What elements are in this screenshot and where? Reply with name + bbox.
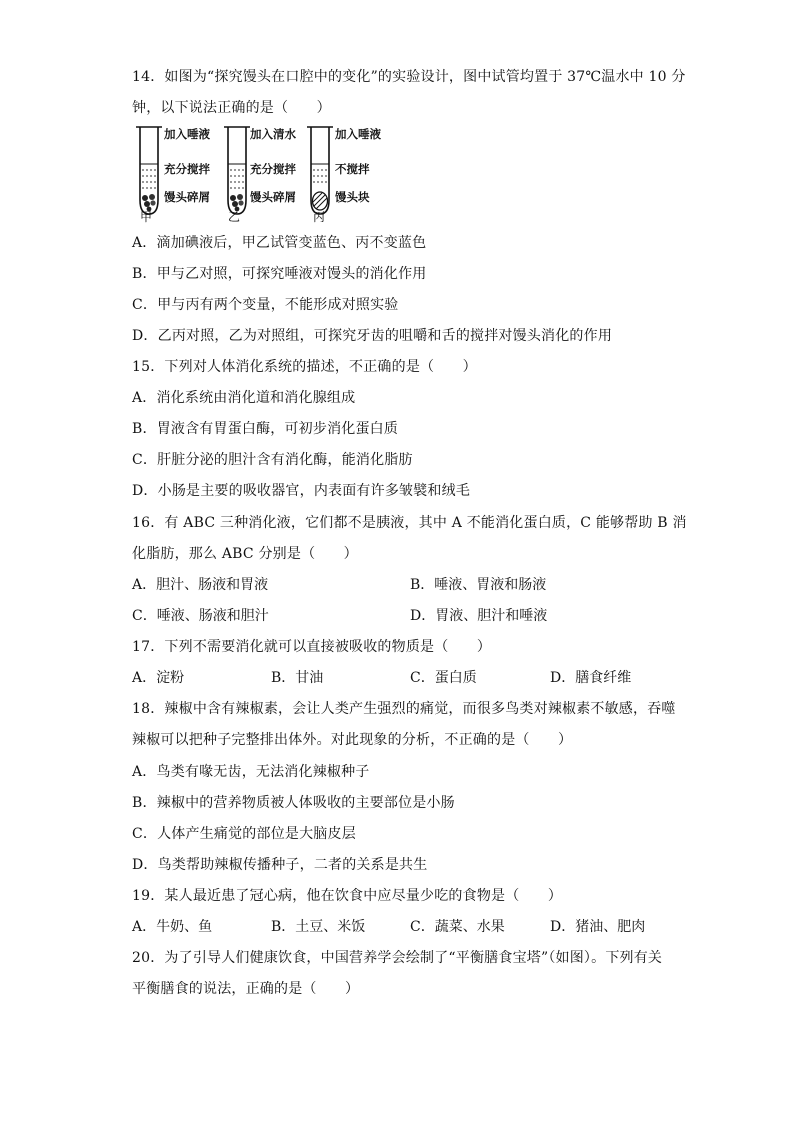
- q19-options-row: [132, 918, 672, 936]
- tube-bing-name: 丙: [313, 210, 326, 224]
- q17-option-d: D．膳食纤维: [550, 670, 632, 686]
- q19-option-a: A．牛奶、鱼: [132, 919, 213, 935]
- q18-option-c: C．人体产生痛觉的部位是大脑皮层: [132, 826, 356, 842]
- test-tube-figure: [132, 124, 402, 226]
- q16-option-d: D．胃液、胆汁和唾液: [410, 608, 548, 624]
- q19-stem: 19．某人最近患了冠心病，他在饮食中应尽量少吃的食物是（ ）: [132, 888, 563, 904]
- q14-stem-line2: 钟，以下说法正确的是（ ）: [132, 100, 331, 116]
- q15-option-d: D．小肠是主要的吸收器官，内表面有许多皱襞和绒毛: [132, 483, 471, 499]
- q17-option-b: B．甘油: [271, 670, 324, 686]
- q17-stem: 17．下列不需要消化就可以直接被吸收的物质是（ ）: [132, 639, 492, 655]
- q17-option-a: A．淀粉: [132, 670, 185, 686]
- q15-option-c: C．肝脏分泌的胆汁含有消化酶，能消化脂肪: [132, 452, 413, 468]
- tube-jia-drawing: [136, 127, 162, 214]
- tube-yi-label-3: 馒头碎屑: [250, 190, 296, 204]
- q19-option-d: D．猪油、肥肉: [550, 919, 646, 935]
- tube-bing-label-2: 不搅拌: [335, 162, 370, 176]
- tube-bing-label-1: 加入唾液: [335, 127, 381, 141]
- q14-option-d: D．乙丙对照，乙为对照组，可探究牙齿的咀嚼和舌的搅拌对馒头消化的作用: [132, 328, 613, 344]
- tube-yi-drawing: [224, 127, 250, 214]
- q16-option-b: B．唾液、胃液和肠液: [410, 577, 547, 593]
- q18-option-a: A．鸟类有喙无齿，无法消化辣椒种子: [132, 764, 370, 780]
- q14-stem-line1: 14．如图为“探究馒头在口腔中的变化”的实验设计，图中试管均置于 37℃温水中 10 分: [132, 69, 686, 85]
- q15-option-a: A．消化系统由消化道和消化腺组成: [132, 390, 356, 406]
- tube-jia-label-2: 充分搅拌: [164, 162, 210, 176]
- tube-yi-label-2: 充分搅拌: [250, 162, 296, 176]
- tube-jia-label-3: 馒头碎屑: [164, 190, 210, 204]
- tube-jia-label-1: 加入唾液: [164, 127, 210, 141]
- q19-option-c: C．蔬菜、水果: [410, 919, 505, 935]
- q16-stem-line1: 16．有 ABC 三种消化液，它们都不是胰液，其中 A 不能消化蛋白质，C 能够帮助 B 消: [132, 515, 687, 531]
- q16-option-c: C．唾液、肠液和胆汁: [132, 608, 269, 624]
- q14-option-b: B．甲与乙对照，可探究唾液对馒头的消化作用: [132, 266, 427, 282]
- q14-option-a: A．滴加碘液后，甲乙试管变蓝色、丙不变蓝色: [132, 235, 427, 251]
- q17-option-c: C．蛋白质: [410, 670, 477, 686]
- q16-option-a: A．胆汁、肠液和胃液: [132, 577, 269, 593]
- q16-stem-line2: 化脂肪，那么 ABC 分别是（ ）: [132, 546, 358, 562]
- q16-options-row-2: [132, 607, 632, 625]
- tube-yi-label-1: 加入清水: [250, 127, 296, 141]
- q20-stem-line1: 20．为了引导人们健康饮食，中国营养学会绘制了“平衡膳食宝塔”（如图）。下列有关: [132, 950, 663, 966]
- q18-stem-line1: 18．辣椒中含有辣椒素，会让人类产生强烈的痛觉，而很多鸟类对辣椒素不敏感，吞噬: [132, 701, 676, 717]
- tube-bing-drawing: [307, 127, 333, 214]
- q15-option-b: B．胃液含有胃蛋白酶，可初步消化蛋白质: [132, 421, 399, 437]
- q16-options-row-1: [132, 576, 632, 594]
- q14-option-c: C．甲与丙有两个变量，不能形成对照实验: [132, 297, 399, 313]
- q20-stem-line2: 平衡膳食的说法，正确的是（ ）: [132, 981, 360, 997]
- q19-option-b: B．土豆、米饭: [271, 919, 366, 935]
- q15-stem: 15．下列对人体消化系统的描述，不正确的是（ ）: [132, 359, 477, 375]
- q17-options-row: [132, 669, 672, 687]
- q18-stem-line2: 辣椒可以把种子完整排出体外。对此现象的分析，不正确的是（ ）: [132, 732, 573, 748]
- tube-yi-name: 乙: [228, 210, 241, 224]
- q18-option-d: D．鸟类帮助辣椒传播种子，二者的关系是共生: [132, 857, 428, 873]
- tube-bing-label-3: 馒头块: [335, 190, 370, 204]
- q18-option-b: B．辣椒中的营养物质被人体吸收的主要部位是小肠: [132, 795, 455, 811]
- tube-jia-name: 甲: [140, 210, 153, 224]
